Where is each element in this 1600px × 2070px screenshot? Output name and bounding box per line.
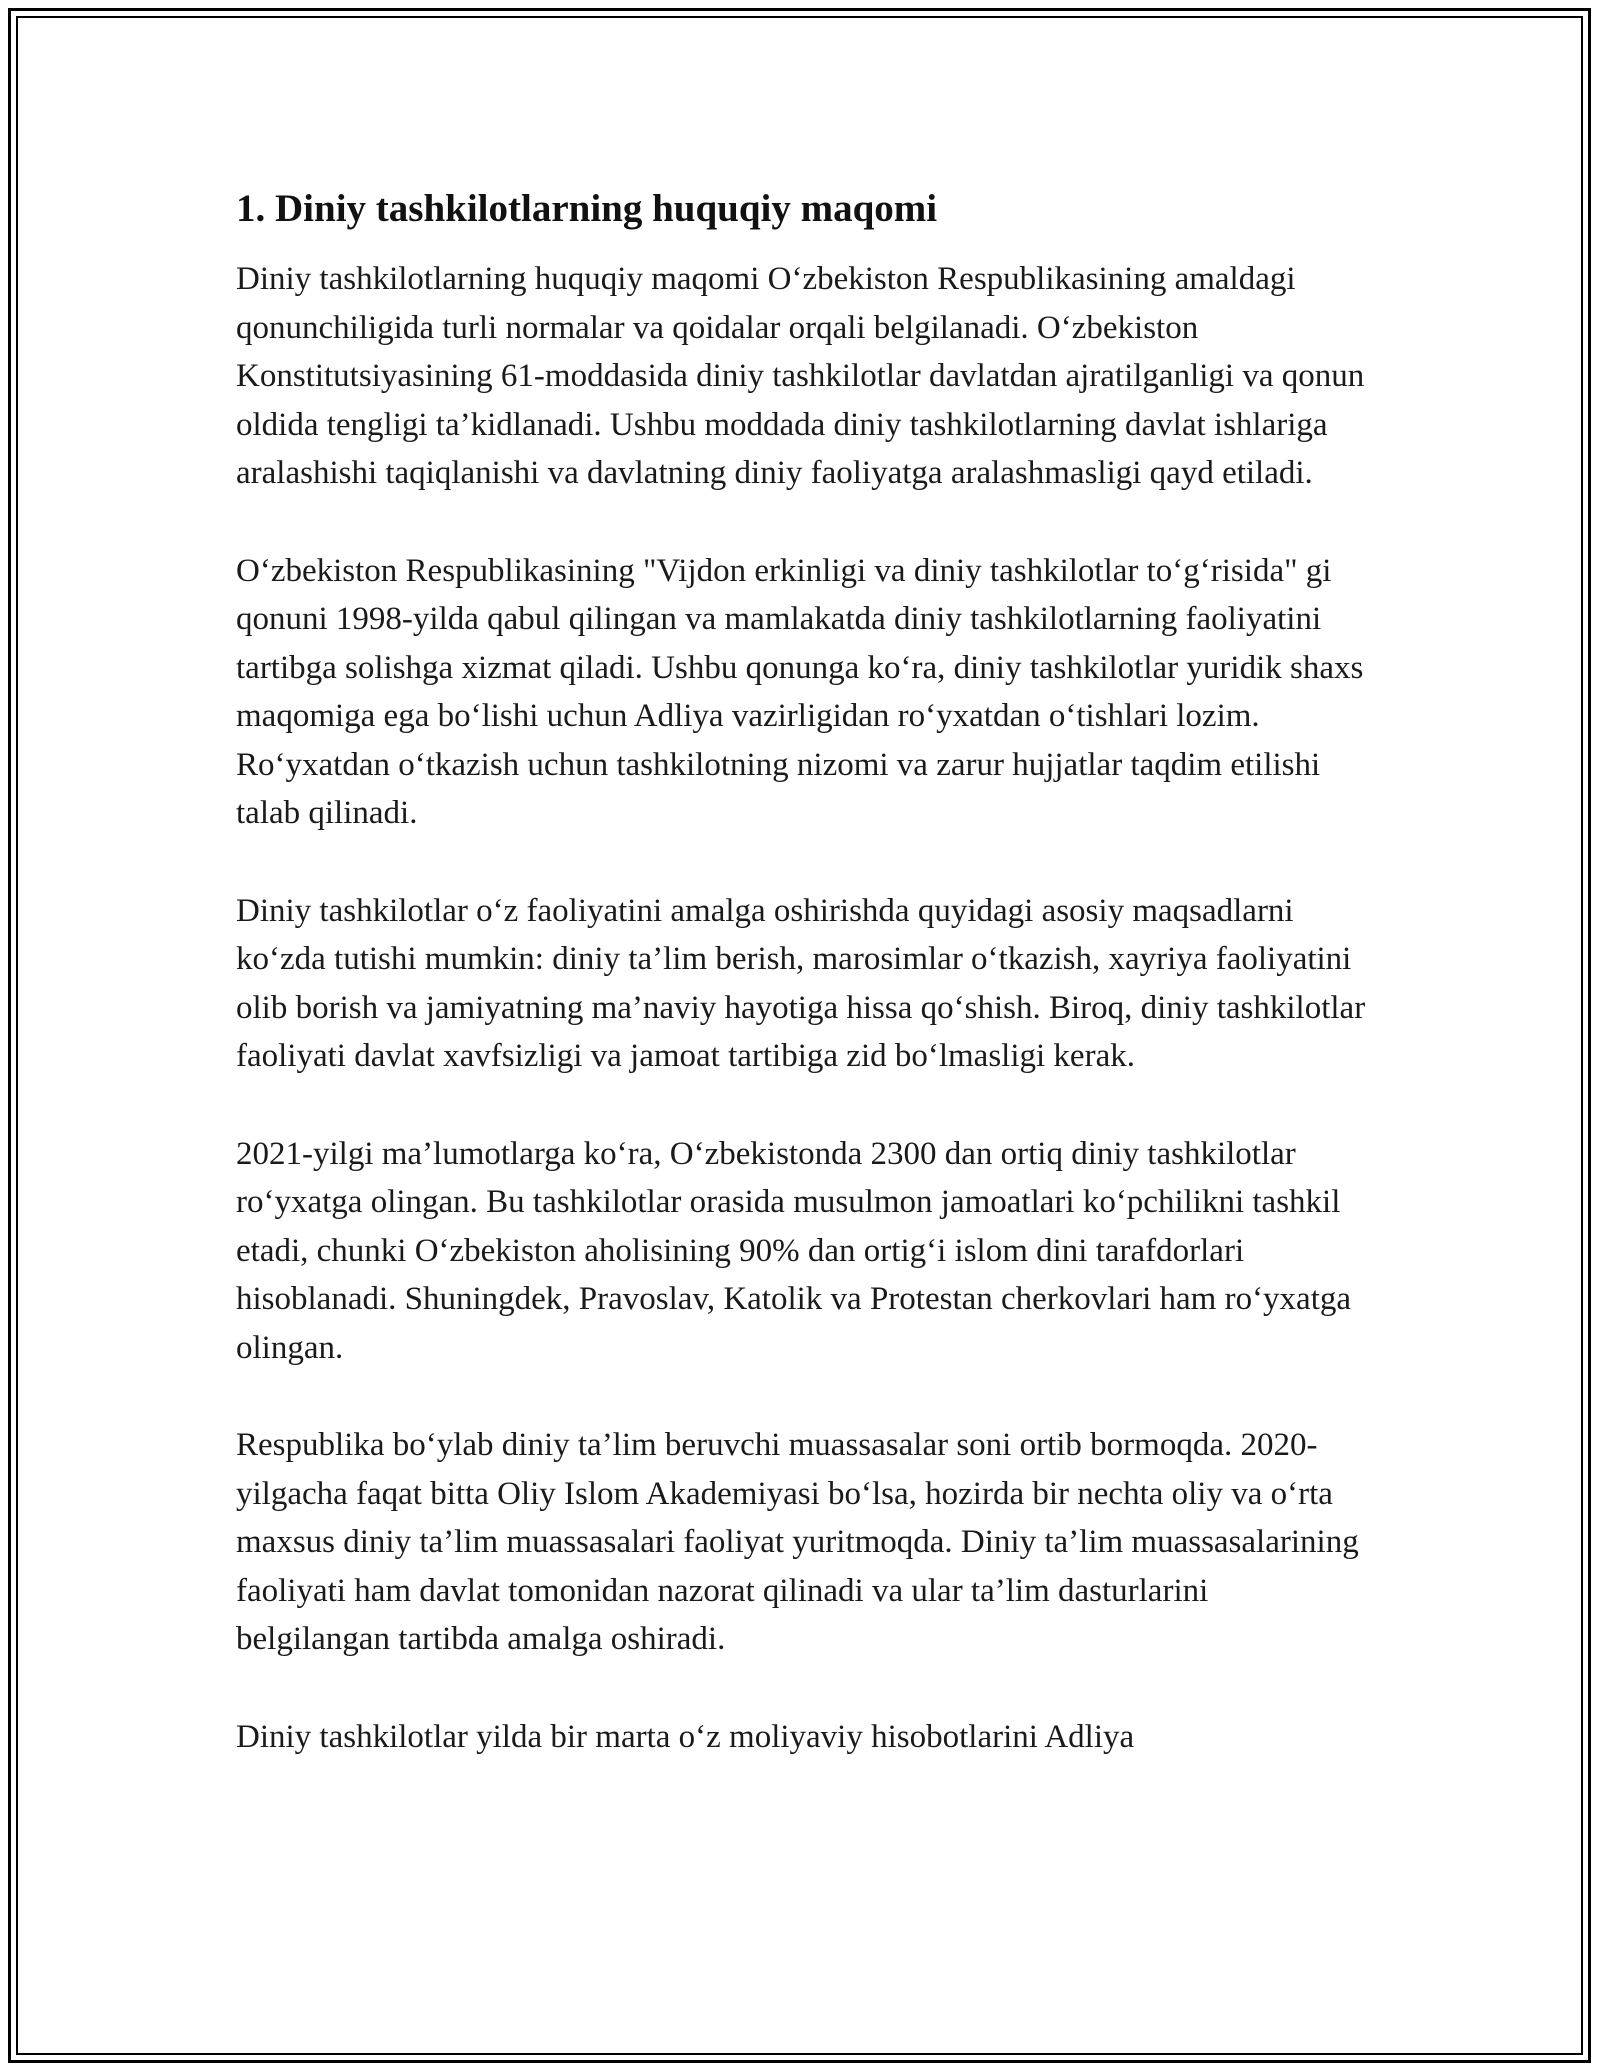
- paragraph-5: Respublika bo‘ylab diniy ta’lim beruvchi muassasalar soni ortib bormoqda. 2020-yilgacha faqat bitta Oliy Islom Akademiyasi bo‘lsa, hozirda bir nechta oliy va o‘rta maxsus diniy ta’lim muassasalari faoliyat yuritmoqda. Diniy ta’lim muassasalarining faoliyati ham davlat tomonidan nazorat qilinadi va ular ta’lim dasturlarini belgilangan tartibda amalga oshiradi.: [236, 1427, 1359, 1657]
- paragraph-6: Diniy tashkilotlar yilda bir marta o‘z moliyaviy hisobotlarini Adliya: [236, 1718, 1135, 1755]
- section-title: 1. Diniy tashkilotlarning huquqiy maqomi: [236, 187, 938, 230]
- paragraph-2: O‘zbekiston Respublikasining "Vijdon erkinligi va diniy tashkilotlar to‘g‘risida" gi qonuni 1998-yilda qabul qilingan va mamlakatda diniy tashkilotlarning faoliyatini tartibga solishga xizmat qiladi. Ushbu qonunga ko‘ra, diniy tashkilotlar yuridik shaxs maqomiga ega bo‘lishi uchun Adliya vazirligidan ro‘yxatdan o‘tishlari lozim. Ro‘yxatdan o‘tkazish uchun tashkilotning nizomi va zarur hujjatlar taqdim etilishi talab qilinadi.: [236, 552, 1364, 831]
- paragraph-3: Diniy tashkilotlar o‘z faoliyatini amalga oshirishda quyidagi asosiy maqsadlarni ko‘zda tutishi mumkin: diniy ta’lim berish, marosimlar o‘tkazish, xayriya faoliyatini olib borish va jamiyatning ma’naviy hayotiga hissa qo‘shish. Biroq, diniy tashkilotlar faoliyati davlat xavfsizligi va jamoat tartibiga zid bo‘lmasligi kerak.: [236, 892, 1366, 1074]
- paragraph-4: 2021-yilgi ma’lumotlarga ko‘ra, O‘zbekistonda 2300 dan ortiq diniy tashkilotlar ro‘yxatga olingan. Bu tashkilotlar orasida musulmon jamoatlari ko‘pchilikni tashkil etadi, chunki O‘zbekiston aholisining 90% dan ortig‘i islom dini tarafdorlari hisoblanadi. Shuningdek, Pravoslav, Katolik va Protestan cherkovlari ham ro‘yxatga olingan.: [236, 1135, 1352, 1366]
- paragraph-1: Diniy tashkilotlarning huquqiy maqomi O‘zbekiston Respublikasining amaldagi qonunchiligida turli normalar va qoidalar orqali belgilanadi. O‘zbekiston Konstitutsiyasining 61-moddasida diniy tashkilotlar davlatdan ajratilganligi va qonun oldida tengligi ta’kidlanadi. Ushbu moddada diniy tashkilotlarning davlat ishlariga aralashishi taqiqlanishi va davlatning diniy faoliyatga aralashmasligi qayd etiladi.: [236, 261, 1365, 491]
- document-body: [236, 185, 1366, 1810]
